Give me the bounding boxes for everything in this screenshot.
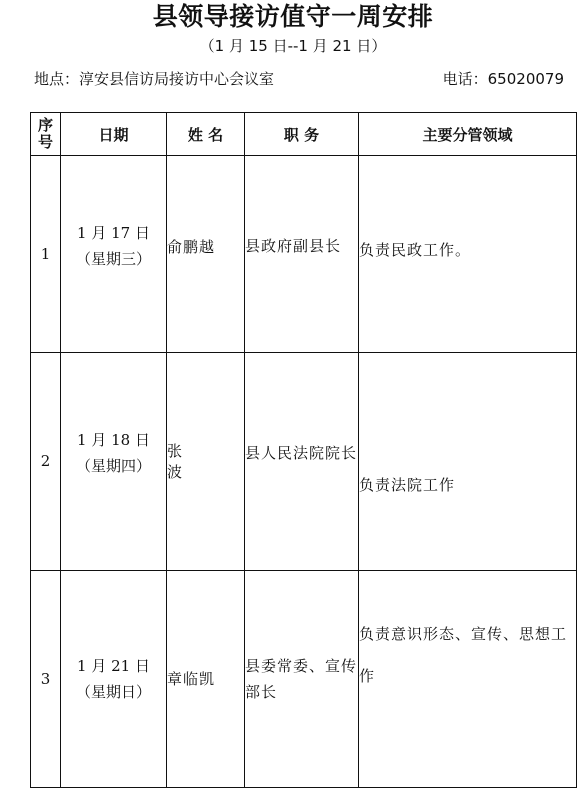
row-name: 张波 <box>167 353 245 570</box>
phone-number: 65020079 <box>487 70 564 88</box>
row-date-day: 1 月 21 日 <box>77 656 150 675</box>
column-header-seq-line2: 号 <box>37 133 53 151</box>
row-area: 负责法院工作 <box>359 353 577 570</box>
column-header-seq <box>31 113 61 156</box>
row-date <box>61 353 167 570</box>
table-row <box>31 353 577 570</box>
row-area: 负责民政工作。 <box>359 156 577 353</box>
column-header-date: 日期 <box>61 113 167 156</box>
location-text: 地点：淳安县信访局接访中心会议室 <box>34 70 275 88</box>
table-header-row <box>31 113 577 156</box>
row-date-weekday: （星期日） <box>75 682 151 701</box>
schedule-table <box>30 112 577 788</box>
column-header-area: 主要分管领域 <box>359 113 577 156</box>
row-date <box>61 570 167 787</box>
row-date-weekday: （星期四） <box>75 457 151 476</box>
column-header-name: 姓 名 <box>167 113 245 156</box>
row-seq: 1 <box>31 156 61 353</box>
row-name: 俞鹏越 <box>167 156 245 353</box>
table-row <box>31 156 577 353</box>
column-header-post: 职 务 <box>245 113 359 156</box>
date-range: （1 月 15 日--1 月 21 日） <box>199 37 387 55</box>
row-date-weekday: （星期三） <box>75 250 151 269</box>
column-header-seq-line1: 序 <box>37 116 53 134</box>
row-date-day: 1 月 18 日 <box>77 431 150 450</box>
row-name: 章临凯 <box>167 570 245 787</box>
info-line <box>34 69 564 89</box>
row-date-day: 1 月 17 日 <box>77 224 150 243</box>
row-seq: 3 <box>31 570 61 787</box>
row-seq: 2 <box>31 353 61 570</box>
row-area: 负责意识形态、宣传、思想工作 <box>359 570 577 787</box>
row-post: 县政府副县长 <box>245 156 359 353</box>
page-title: 县领导接访值守一周安排 <box>152 2 434 31</box>
phone-text <box>443 69 564 89</box>
row-post: 县委常委、宣传部长 <box>245 570 359 787</box>
row-post: 县人民法院院长 <box>245 353 359 570</box>
table-row <box>31 570 577 787</box>
phone-label: 电话： <box>442 70 488 88</box>
row-date <box>61 156 167 353</box>
